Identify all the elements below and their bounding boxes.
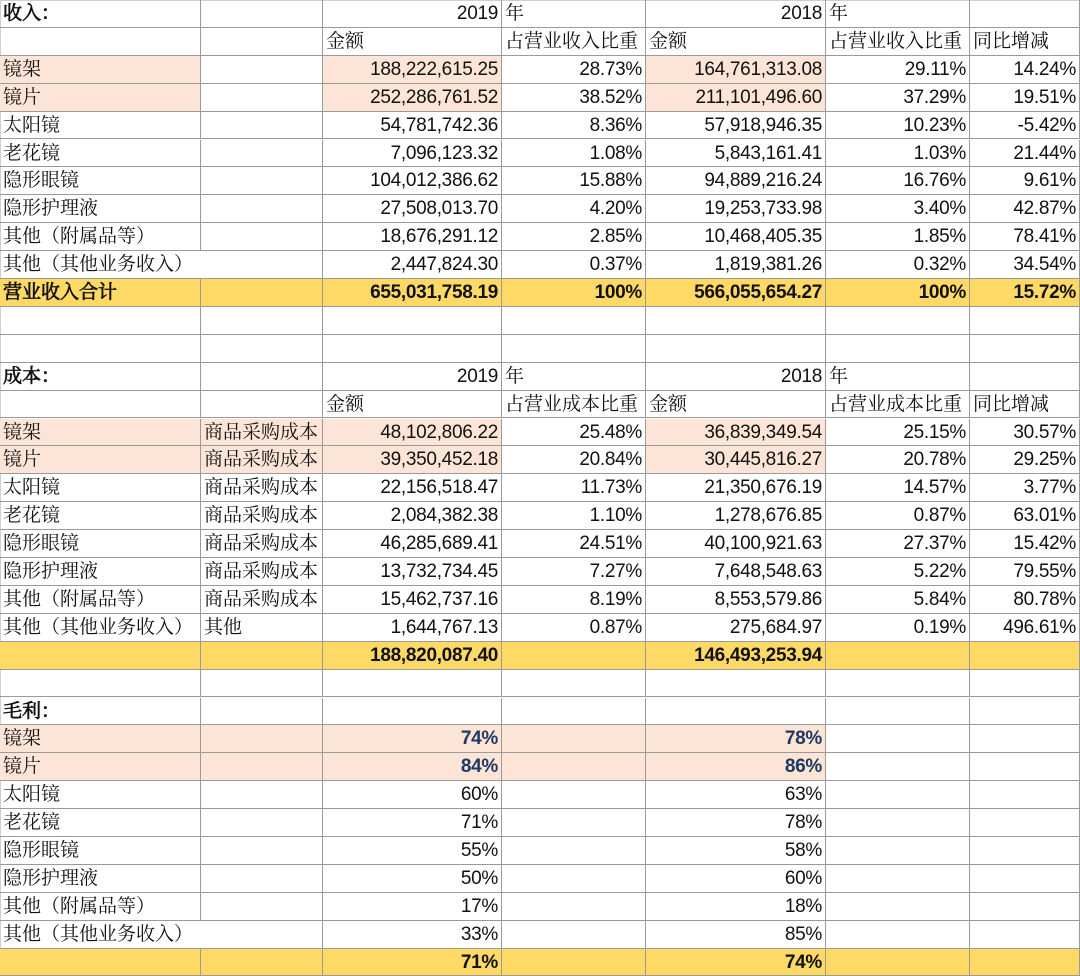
yoy-cell[interactable]: 80.78% <box>970 586 1080 614</box>
col-header-share[interactable]: 占营业收入比重 <box>502 28 646 56</box>
share-2018-cell[interactable]: 10.23% <box>826 112 970 140</box>
share-2019-cell[interactable]: 4.20% <box>502 195 646 223</box>
empty-cell[interactable] <box>826 921 970 949</box>
amount-2018-cell[interactable]: 30,445,816.27 <box>646 446 826 474</box>
amount-2019-cell[interactable]: 22,156,518.47 <box>323 474 502 502</box>
empty-cell[interactable] <box>970 809 1080 837</box>
amount-2018-cell[interactable]: 164,761,313.08 <box>646 56 826 84</box>
empty-cell[interactable] <box>970 865 1080 893</box>
empty-cell[interactable] <box>970 753 1080 781</box>
share-2019-cell[interactable]: 8.19% <box>502 586 646 614</box>
empty-cell[interactable] <box>646 335 826 363</box>
total-cell[interactable] <box>970 949 1080 976</box>
empty-cell[interactable] <box>323 698 502 726</box>
total-cell[interactable] <box>201 279 323 307</box>
row-label[interactable]: 隐形护理液 <box>0 558 201 586</box>
share-2019-cell[interactable]: 11.73% <box>502 474 646 502</box>
empty-cell[interactable] <box>201 84 323 112</box>
row-label[interactable]: 太阳镜 <box>0 112 201 140</box>
year-unit-label[interactable]: 年 <box>502 363 646 391</box>
empty-cell[interactable] <box>0 335 201 363</box>
share-2019-cell[interactable]: 20.84% <box>502 446 646 474</box>
share-2019-cell[interactable]: 7.27% <box>502 558 646 586</box>
yoy-cell[interactable]: 21.44% <box>970 140 1080 168</box>
share-2018-cell[interactable]: 29.11% <box>826 56 970 84</box>
amount-2019-cell[interactable]: 13,732,734.45 <box>323 558 502 586</box>
col-header-amount[interactable]: 金额 <box>646 28 826 56</box>
margin-2019-cell[interactable]: 84% <box>323 753 502 781</box>
amount-2019-cell[interactable]: 54,781,742.36 <box>323 112 502 140</box>
share-2018-cell[interactable]: 25.15% <box>826 419 970 447</box>
empty-cell[interactable] <box>201 725 323 753</box>
amount-2018-cell[interactable]: 10,468,405.35 <box>646 223 826 251</box>
section-title-cost[interactable]: 成本： <box>0 363 201 391</box>
total-cell[interactable] <box>0 642 201 670</box>
empty-cell[interactable] <box>502 921 646 949</box>
empty-cell[interactable] <box>201 809 323 837</box>
col-header-amount[interactable]: 金额 <box>646 391 826 419</box>
amount-2018-cell[interactable]: 19,253,733.98 <box>646 195 826 223</box>
total-label[interactable]: 营业收入合计 <box>0 279 201 307</box>
row-label[interactable]: 镜片 <box>0 84 201 112</box>
share-2019-cell[interactable]: 8.36% <box>502 112 646 140</box>
margin-2018-cell[interactable]: 85% <box>646 921 826 949</box>
yoy-cell[interactable]: 496.61% <box>970 614 1080 642</box>
empty-cell[interactable] <box>826 307 970 335</box>
row-label[interactable]: 隐形护理液 <box>0 195 201 223</box>
row-label[interactable]: 其他（其他业务收入） <box>0 251 323 279</box>
share-2019-cell[interactable]: 0.37% <box>502 251 646 279</box>
col-header-share[interactable]: 占营业成本比重 <box>826 391 970 419</box>
row-label[interactable]: 镜架 <box>0 419 201 447</box>
total-cell[interactable] <box>502 642 646 670</box>
margin-2018-cell[interactable]: 18% <box>646 893 826 921</box>
yoy-cell[interactable]: 30.57% <box>970 419 1080 447</box>
yoy-cell[interactable]: 78.41% <box>970 223 1080 251</box>
share-2018-cell[interactable]: 14.57% <box>826 474 970 502</box>
yoy-cell[interactable]: -5.42% <box>970 112 1080 140</box>
empty-cell[interactable] <box>502 893 646 921</box>
empty-cell[interactable] <box>826 809 970 837</box>
empty-cell[interactable] <box>502 837 646 865</box>
margin-2019-cell[interactable]: 33% <box>323 921 502 949</box>
yoy-cell[interactable]: 3.77% <box>970 474 1080 502</box>
empty-cell[interactable] <box>323 335 502 363</box>
empty-cell[interactable] <box>502 753 646 781</box>
empty-cell[interactable] <box>970 781 1080 809</box>
empty-cell[interactable] <box>201 307 323 335</box>
margin-2019-cell[interactable]: 60% <box>323 781 502 809</box>
col-header-amount[interactable]: 金额 <box>323 391 502 419</box>
empty-cell[interactable] <box>646 670 826 698</box>
col-header-share[interactable]: 占营业成本比重 <box>502 391 646 419</box>
empty-cell[interactable] <box>502 809 646 837</box>
margin-2019-cell[interactable]: 71% <box>323 809 502 837</box>
row-label[interactable]: 镜片 <box>0 446 201 474</box>
total-cell[interactable] <box>201 642 323 670</box>
amount-2019-cell[interactable]: 2,084,382.38 <box>323 502 502 530</box>
empty-cell[interactable] <box>970 307 1080 335</box>
row-label[interactable]: 镜架 <box>0 725 201 753</box>
share-2018-cell[interactable]: 37.29% <box>826 84 970 112</box>
row-label[interactable]: 隐形眼镜 <box>0 837 201 865</box>
empty-cell[interactable] <box>826 335 970 363</box>
margin-2018-cell[interactable]: 78% <box>646 725 826 753</box>
yoy-cell[interactable]: 19.51% <box>970 84 1080 112</box>
cost-type-cell[interactable]: 商品采购成本 <box>201 502 323 530</box>
empty-cell[interactable] <box>201 223 323 251</box>
share-2018-cell[interactable]: 0.19% <box>826 614 970 642</box>
empty-cell[interactable] <box>201 56 323 84</box>
total-cell[interactable] <box>826 642 970 670</box>
row-label[interactable]: 镜架 <box>0 56 201 84</box>
row-label[interactable]: 太阳镜 <box>0 781 201 809</box>
empty-cell[interactable] <box>826 753 970 781</box>
empty-cell[interactable] <box>970 725 1080 753</box>
empty-cell[interactable] <box>201 670 323 698</box>
empty-cell[interactable] <box>970 363 1080 391</box>
total-amount-2019[interactable]: 655,031,758.19 <box>323 279 502 307</box>
empty-cell[interactable] <box>201 698 323 726</box>
empty-cell[interactable] <box>826 725 970 753</box>
share-2019-cell[interactable]: 1.08% <box>502 140 646 168</box>
share-2019-cell[interactable]: 2.85% <box>502 223 646 251</box>
total-amount-2018[interactable]: 146,493,253.94 <box>646 642 826 670</box>
margin-2018-cell[interactable]: 58% <box>646 837 826 865</box>
share-2018-cell[interactable]: 5.22% <box>826 558 970 586</box>
empty-cell[interactable] <box>323 670 502 698</box>
empty-cell[interactable] <box>201 335 323 363</box>
share-2018-cell[interactable]: 0.87% <box>826 502 970 530</box>
total-cell[interactable] <box>502 949 646 976</box>
col-header-share[interactable]: 占营业收入比重 <box>826 28 970 56</box>
amount-2019-cell[interactable]: 188,222,615.25 <box>323 56 502 84</box>
cost-type-cell[interactable]: 其他 <box>201 614 323 642</box>
row-label[interactable]: 其他（附属品等） <box>0 223 201 251</box>
empty-cell[interactable] <box>502 670 646 698</box>
row-label[interactable]: 隐形护理液 <box>0 865 201 893</box>
empty-cell[interactable] <box>0 28 201 56</box>
row-label[interactable]: 老花镜 <box>0 502 201 530</box>
yoy-cell[interactable]: 42.87% <box>970 195 1080 223</box>
share-2019-cell[interactable]: 28.73% <box>502 56 646 84</box>
col-header-yoy[interactable]: 同比增减 <box>970 28 1080 56</box>
empty-cell[interactable] <box>201 893 323 921</box>
share-2019-cell[interactable]: 25.48% <box>502 419 646 447</box>
share-2019-cell[interactable]: 0.87% <box>502 614 646 642</box>
amount-2018-cell[interactable]: 7,648,548.63 <box>646 558 826 586</box>
share-2019-cell[interactable]: 24.51% <box>502 530 646 558</box>
empty-cell[interactable] <box>502 698 646 726</box>
row-label[interactable]: 其他（附属品等） <box>0 893 201 921</box>
yoy-cell[interactable]: 29.25% <box>970 446 1080 474</box>
amount-2018-cell[interactable]: 57,918,946.35 <box>646 112 826 140</box>
amount-2018-cell[interactable]: 211,101,496.60 <box>646 84 826 112</box>
amount-2018-cell[interactable]: 21,350,676.19 <box>646 474 826 502</box>
share-2018-cell[interactable]: 5.84% <box>826 586 970 614</box>
cost-type-cell[interactable]: 商品采购成本 <box>201 446 323 474</box>
row-label[interactable]: 隐形眼镜 <box>0 530 201 558</box>
total-amount-2018[interactable]: 566,055,654.27 <box>646 279 826 307</box>
col-header-yoy[interactable]: 同比增减 <box>970 391 1080 419</box>
share-2018-cell[interactable]: 16.76% <box>826 167 970 195</box>
total-share-2018[interactable]: 100% <box>826 279 970 307</box>
empty-cell[interactable] <box>323 307 502 335</box>
amount-2018-cell[interactable]: 1,278,676.85 <box>646 502 826 530</box>
empty-cell[interactable] <box>0 307 201 335</box>
yoy-cell[interactable]: 63.01% <box>970 502 1080 530</box>
total-share-2019[interactable]: 100% <box>502 279 646 307</box>
empty-cell[interactable] <box>646 307 826 335</box>
empty-cell[interactable] <box>201 837 323 865</box>
empty-cell[interactable] <box>201 753 323 781</box>
empty-cell[interactable] <box>502 335 646 363</box>
amount-2019-cell[interactable]: 7,096,123.32 <box>323 140 502 168</box>
row-label[interactable]: 老花镜 <box>0 140 201 168</box>
amount-2018-cell[interactable]: 8,553,579.86 <box>646 586 826 614</box>
share-2019-cell[interactable]: 15.88% <box>502 167 646 195</box>
amount-2019-cell[interactable]: 48,102,806.22 <box>323 419 502 447</box>
empty-cell[interactable] <box>970 670 1080 698</box>
col-header-amount[interactable]: 金额 <box>323 28 502 56</box>
empty-cell[interactable] <box>0 391 201 419</box>
yoy-cell[interactable]: 79.55% <box>970 558 1080 586</box>
empty-cell[interactable] <box>646 698 826 726</box>
amount-2019-cell[interactable]: 18,676,291.12 <box>323 223 502 251</box>
row-label[interactable]: 其他（其他业务收入） <box>0 921 323 949</box>
amount-2019-cell[interactable]: 1,644,767.13 <box>323 614 502 642</box>
empty-cell[interactable] <box>826 865 970 893</box>
amount-2019-cell[interactable]: 104,012,386.62 <box>323 167 502 195</box>
empty-cell[interactable] <box>201 363 323 391</box>
empty-cell[interactable] <box>201 140 323 168</box>
empty-cell[interactable] <box>826 781 970 809</box>
amount-2018-cell[interactable]: 1,819,381.26 <box>646 251 826 279</box>
empty-cell[interactable] <box>201 167 323 195</box>
total-margin-2018[interactable]: 74% <box>646 949 826 976</box>
margin-2019-cell[interactable]: 50% <box>323 865 502 893</box>
empty-cell[interactable] <box>201 28 323 56</box>
empty-cell[interactable] <box>826 698 970 726</box>
row-label[interactable]: 镜片 <box>0 753 201 781</box>
share-2019-cell[interactable]: 38.52% <box>502 84 646 112</box>
amount-2019-cell[interactable]: 252,286,761.52 <box>323 84 502 112</box>
row-label[interactable]: 其他（其他业务收入） <box>0 614 201 642</box>
cost-type-cell[interactable]: 商品采购成本 <box>201 586 323 614</box>
share-2019-cell[interactable]: 1.10% <box>502 502 646 530</box>
year-2019-label[interactable]: 2019 <box>323 363 502 391</box>
share-2018-cell[interactable]: 1.03% <box>826 140 970 168</box>
empty-cell[interactable] <box>970 698 1080 726</box>
empty-cell[interactable] <box>970 921 1080 949</box>
cost-type-cell[interactable]: 商品采购成本 <box>201 474 323 502</box>
margin-2019-cell[interactable]: 17% <box>323 893 502 921</box>
empty-cell[interactable] <box>970 837 1080 865</box>
total-yoy[interactable]: 15.72% <box>970 279 1080 307</box>
empty-cell[interactable] <box>970 335 1080 363</box>
row-label[interactable]: 老花镜 <box>0 809 201 837</box>
amount-2018-cell[interactable]: 275,684.97 <box>646 614 826 642</box>
amount-2018-cell[interactable]: 40,100,921.63 <box>646 530 826 558</box>
share-2018-cell[interactable]: 20.78% <box>826 446 970 474</box>
empty-cell[interactable] <box>970 0 1080 28</box>
margin-2018-cell[interactable]: 63% <box>646 781 826 809</box>
total-cell[interactable] <box>201 949 323 976</box>
empty-cell[interactable] <box>0 670 201 698</box>
share-2018-cell[interactable]: 1.85% <box>826 223 970 251</box>
margin-2018-cell[interactable]: 86% <box>646 753 826 781</box>
empty-cell[interactable] <box>201 112 323 140</box>
cost-type-cell[interactable]: 商品采购成本 <box>201 558 323 586</box>
empty-cell[interactable] <box>201 0 323 28</box>
year-unit-label[interactable]: 年 <box>502 0 646 28</box>
row-label[interactable]: 其他（附属品等） <box>0 586 201 614</box>
empty-cell[interactable] <box>201 195 323 223</box>
margin-2019-cell[interactable]: 55% <box>323 837 502 865</box>
row-label[interactable]: 隐形眼镜 <box>0 167 201 195</box>
amount-2019-cell[interactable]: 27,508,013.70 <box>323 195 502 223</box>
empty-cell[interactable] <box>201 391 323 419</box>
section-title-margin[interactable]: 毛利： <box>0 698 201 726</box>
empty-cell[interactable] <box>502 781 646 809</box>
total-cell[interactable] <box>0 949 201 976</box>
yoy-cell[interactable]: 15.42% <box>970 530 1080 558</box>
empty-cell[interactable] <box>826 893 970 921</box>
year-2018-label[interactable]: 2018 <box>646 363 826 391</box>
empty-cell[interactable] <box>502 725 646 753</box>
empty-cell[interactable] <box>502 865 646 893</box>
yoy-cell[interactable]: 9.61% <box>970 167 1080 195</box>
year-unit-label[interactable]: 年 <box>826 363 970 391</box>
amount-2019-cell[interactable]: 46,285,689.41 <box>323 530 502 558</box>
yoy-cell[interactable]: 14.24% <box>970 56 1080 84</box>
empty-cell[interactable] <box>826 837 970 865</box>
empty-cell[interactable] <box>201 865 323 893</box>
row-label[interactable]: 太阳镜 <box>0 474 201 502</box>
cost-type-cell[interactable]: 商品采购成本 <box>201 419 323 447</box>
share-2018-cell[interactable]: 0.32% <box>826 251 970 279</box>
amount-2019-cell[interactable]: 15,462,737.16 <box>323 586 502 614</box>
margin-2019-cell[interactable]: 74% <box>323 725 502 753</box>
year-unit-label[interactable]: 年 <box>826 0 970 28</box>
year-2018-label[interactable]: 2018 <box>646 0 826 28</box>
total-amount-2019[interactable]: 188,820,087.40 <box>323 642 502 670</box>
cost-type-cell[interactable]: 商品采购成本 <box>201 530 323 558</box>
yoy-cell[interactable]: 34.54% <box>970 251 1080 279</box>
amount-2018-cell[interactable]: 5,843,161.41 <box>646 140 826 168</box>
amount-2018-cell[interactable]: 36,839,349.54 <box>646 419 826 447</box>
empty-cell[interactable] <box>201 781 323 809</box>
year-2019-label[interactable]: 2019 <box>323 0 502 28</box>
amount-2018-cell[interactable]: 94,889,216.24 <box>646 167 826 195</box>
amount-2019-cell[interactable]: 39,350,452.18 <box>323 446 502 474</box>
total-cell[interactable] <box>970 642 1080 670</box>
section-title-revenue[interactable]: 收入： <box>0 0 201 28</box>
empty-cell[interactable] <box>826 670 970 698</box>
total-cell[interactable] <box>826 949 970 976</box>
share-2018-cell[interactable]: 27.37% <box>826 530 970 558</box>
margin-2018-cell[interactable]: 60% <box>646 865 826 893</box>
empty-cell[interactable] <box>502 307 646 335</box>
amount-2019-cell[interactable]: 2,447,824.30 <box>323 251 502 279</box>
share-2018-cell[interactable]: 3.40% <box>826 195 970 223</box>
total-margin-2019[interactable]: 71% <box>323 949 502 976</box>
empty-cell[interactable] <box>970 893 1080 921</box>
margin-2018-cell[interactable]: 78% <box>646 809 826 837</box>
